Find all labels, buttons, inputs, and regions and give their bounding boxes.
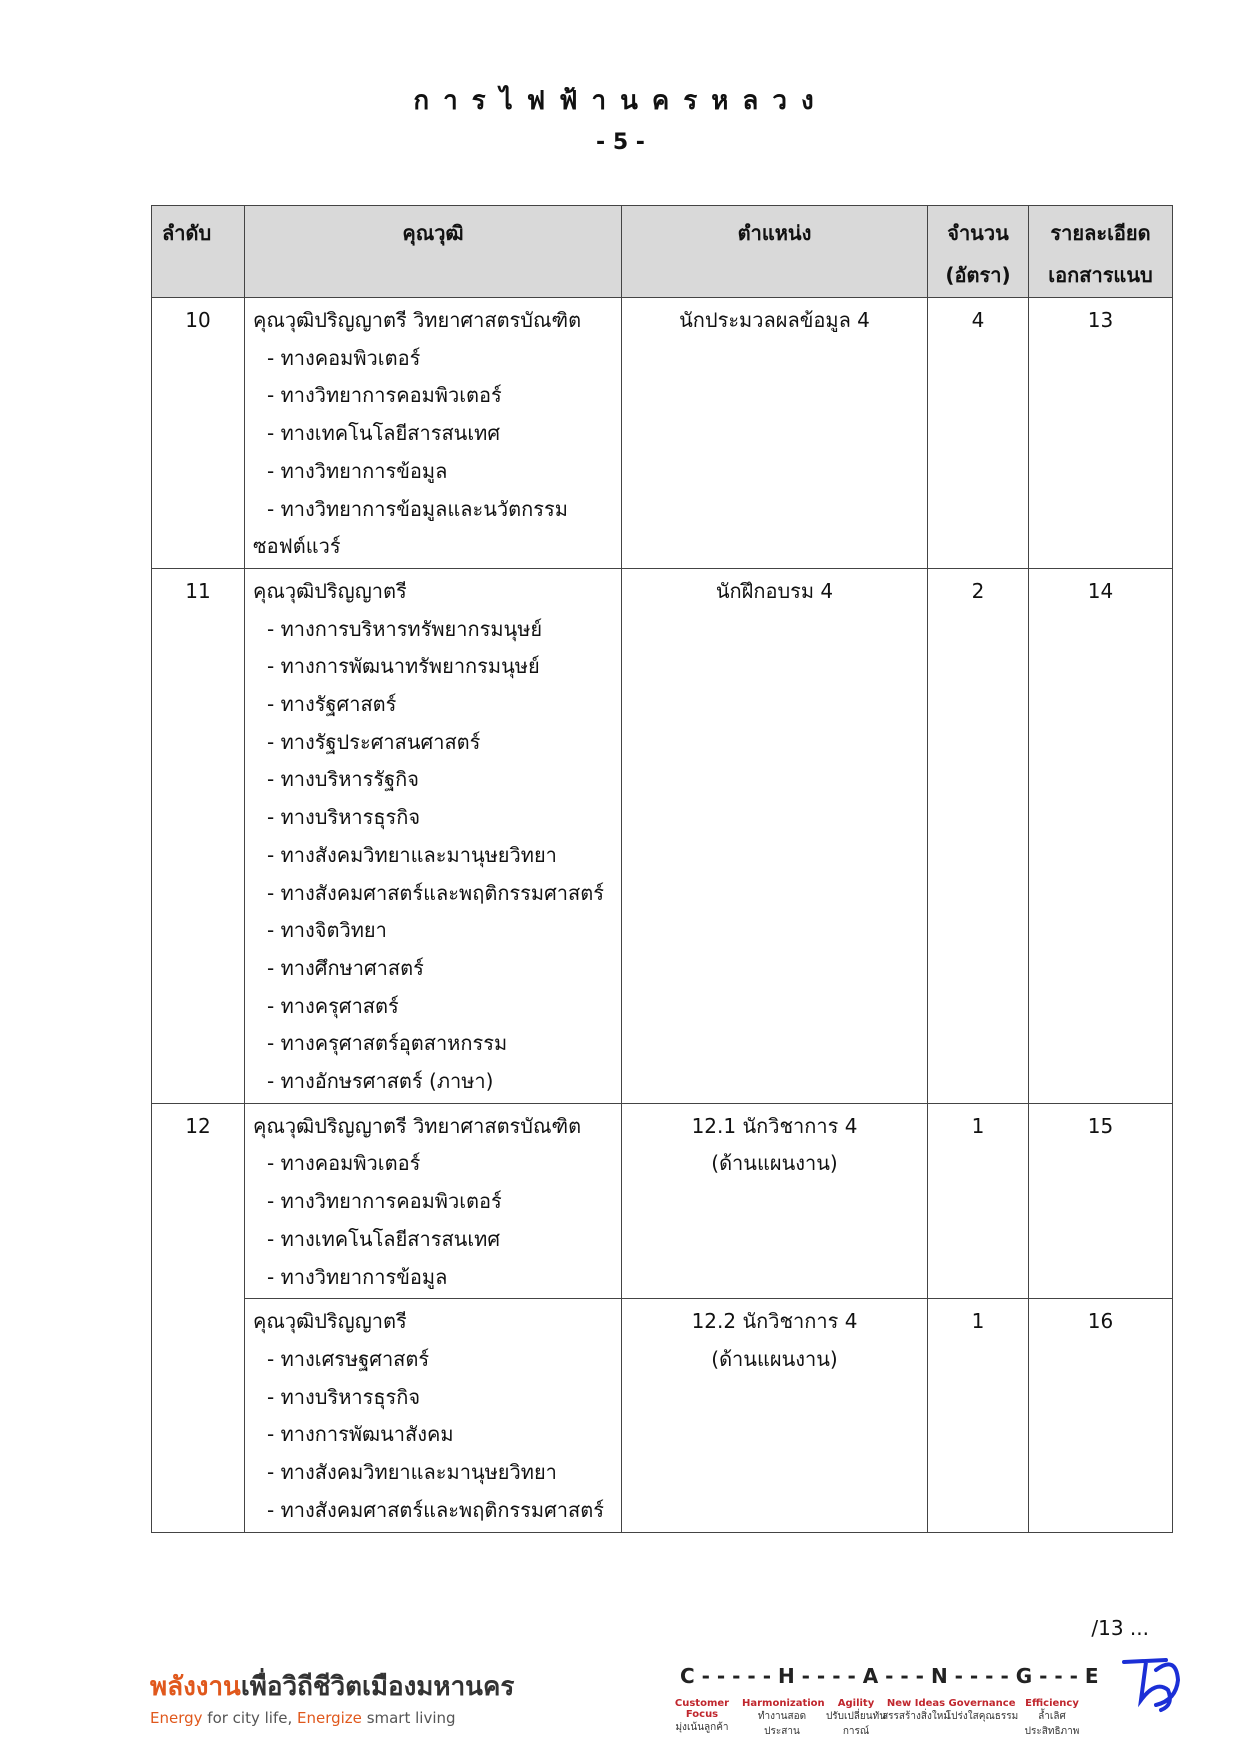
- qualification-item: - ทางวิทยาการข้อมูล: [267, 1264, 448, 1289]
- value-label-th: มุ่งเน้นลูกค้า: [675, 1722, 729, 1733]
- qualification-item: - ทางรัฐศาสตร์: [267, 692, 397, 717]
- qualification-item: - ทางบริหารรัฐกิจ: [267, 767, 419, 792]
- position-title: 12.1 นักวิชาการ 4: [691, 1113, 858, 1138]
- position-subtitle: (ด้านแผนงาน): [711, 1346, 838, 1371]
- qualification-item: - ทางวิทยาการคอมพิวเตอร์: [267, 383, 502, 408]
- table-row: [152, 568, 1173, 1103]
- row-number: 12: [152, 1103, 245, 1532]
- qualification-heading: คุณวุฒิปริญญาตรี วิทยาศาสตรบัณฑิต: [253, 1113, 582, 1138]
- value-label: [662, 1698, 742, 1735]
- position-title: 12.2 นักวิชาการ 4: [691, 1309, 858, 1334]
- value-label-th: ปรับเปลี่ยนทันการณ์: [825, 1711, 887, 1737]
- value-label-en: Customer Focus: [674, 1698, 730, 1720]
- col-header-attachment: [1029, 206, 1173, 298]
- value-label-th: ทำงานสอดประสาน: [757, 1711, 807, 1737]
- qualification-cell: [245, 1299, 622, 1532]
- position-cell: [622, 568, 928, 1103]
- value-label-en: Agility: [837, 1698, 875, 1709]
- count-cell: 1: [928, 1103, 1029, 1299]
- qualification-item: - ทางสังคมศาสตร์และพฤติกรรมศาสตร์: [267, 1497, 604, 1522]
- brand-slogan: [150, 1666, 514, 1727]
- value-label-en: Efficiency: [1025, 1698, 1079, 1709]
- qualification-item: - ทางสังคมศาสตร์และพฤติกรรมศาสตร์: [267, 880, 604, 905]
- qualification-cell: [245, 568, 622, 1103]
- col-header-qualification: คุณวุฒิ: [245, 206, 622, 298]
- qualification-item: - ทางอักษรศาสตร์ (ภาษา): [267, 1069, 494, 1094]
- table-header-row: [152, 206, 1173, 298]
- change-values-logo: [674, 1664, 1180, 1744]
- position-title: นักฝึกอบรม 4: [715, 578, 834, 603]
- qualification-item: - ทางครุศาสตร์อุตสาหกรรม: [267, 1031, 508, 1056]
- value-label: [942, 1698, 1022, 1724]
- col-header-no: ลำดับ: [152, 206, 245, 298]
- qualification-item: - ทางครุศาสตร์: [267, 993, 399, 1018]
- position-cell: [622, 298, 928, 569]
- org-title: การไฟฟ้านครหลวง: [413, 86, 828, 116]
- qualification-item: - ทางจิตวิทยา: [267, 918, 387, 943]
- value-label-en: Harmonization: [742, 1698, 825, 1709]
- value-label: [1012, 1698, 1092, 1739]
- table-row: [152, 1299, 1173, 1532]
- position-subtitle: (ด้านแผนงาน): [711, 1151, 838, 1176]
- count-cell: 2: [928, 568, 1029, 1103]
- qualification-item: - ทางบริหารธุรกิจ: [267, 1384, 421, 1409]
- qualification-cell: [245, 1103, 622, 1299]
- continued-note: /13 ...: [1091, 1616, 1149, 1640]
- brand-thai: พลังงานเพื่อวิถีชีวิตเมืองมหานคร: [150, 1672, 515, 1702]
- brand-en: Energy for city life, Energize smart living: [150, 1709, 456, 1727]
- qualification-item: - ทางคอมพิวเตอร์: [267, 1151, 421, 1176]
- qualification-item: - ทางรัฐประศาสนศาสตร์: [267, 729, 481, 754]
- col-header-attachment-line1: รายละเอียด: [1050, 221, 1151, 245]
- value-label-en: Governance: [948, 1698, 1016, 1709]
- page-number: - 5 -: [596, 130, 645, 155]
- qualification-item: - ทางการพัฒนาสังคม: [267, 1422, 454, 1447]
- value-label-th: โปร่งใสคุณธรรม: [945, 1711, 1019, 1722]
- col-header-count-line2: (อัตรา): [945, 263, 1011, 287]
- qualification-heading: คุณวุฒิปริญญาตรี: [253, 578, 407, 603]
- row-number: 11: [152, 568, 245, 1103]
- qualification-item: - ทางเทคโนโลยีสารสนเทศ: [267, 1226, 501, 1251]
- table-row: [152, 298, 1173, 569]
- attachment-cell: 16: [1029, 1299, 1173, 1532]
- qualification-item: - ทางวิทยาการข้อมูล: [267, 458, 448, 483]
- qualification-item: - ทางวิทยาการข้อมูลและนวัตกรรม: [267, 496, 568, 521]
- attachment-cell: 15: [1029, 1103, 1173, 1299]
- position-title: นักประมวลผลข้อมูล 4: [679, 308, 870, 332]
- change-letters: C - - - - - H - - - - A - - - N - - - - G - - - E: [680, 1664, 1099, 1688]
- row-number: 10: [152, 298, 245, 569]
- col-header-count: [928, 206, 1029, 298]
- value-label-en: New Ideas: [886, 1698, 946, 1709]
- qualification-item: - ทางบริหารธุรกิจ: [267, 805, 421, 830]
- col-header-position: ตำแหน่ง: [622, 206, 928, 298]
- qualification-item: - ทางสังคมวิทยาและมานุษยวิทยา: [267, 1460, 557, 1485]
- qualification-item: - ทางการบริหารทรัพยากรมนุษย์: [267, 616, 543, 641]
- col-header-count-line1: จำนวน: [947, 221, 1009, 245]
- signature-icon: [1116, 1650, 1186, 1720]
- qualification-item: - ทางสังคมวิทยาและมานุษยวิทยา: [267, 842, 557, 867]
- value-label: [742, 1698, 825, 1739]
- qualification-continuation: ซอฟต์แวร์: [253, 534, 341, 559]
- qualification-item: - ทางวิทยาการคอมพิวเตอร์: [267, 1189, 502, 1214]
- position-cell: [622, 1103, 928, 1299]
- attachment-cell: 13: [1029, 298, 1173, 569]
- count-cell: 4: [928, 298, 1029, 569]
- qualification-item: - ทางคอมพิวเตอร์: [267, 345, 421, 370]
- attachment-cell: 14: [1029, 568, 1173, 1103]
- qualification-heading: คุณวุฒิปริญญาตรี: [253, 1309, 407, 1334]
- col-header-attachment-line2: เอกสารแนบ: [1048, 263, 1153, 287]
- value-label-th: สรรสร้างสิ่งใหม่: [882, 1711, 950, 1722]
- qualification-item: - ทางเทคโนโลยีสารสนเทศ: [267, 421, 501, 446]
- table-row: [152, 1103, 1173, 1299]
- positions-table: [151, 205, 1173, 1533]
- position-cell: [622, 1299, 928, 1532]
- qualification-heading: คุณวุฒิปริญญาตรี วิทยาศาสตรบัณฑิต: [253, 308, 582, 332]
- qualification-item: - ทางการพัฒนาทรัพยากรมนุษย์: [267, 654, 540, 679]
- count-cell: 1: [928, 1299, 1029, 1532]
- qualification-item: - ทางศึกษาศาสตร์: [267, 955, 424, 980]
- qualification-item: - ทางเศรษฐศาสตร์: [267, 1346, 430, 1371]
- value-label-th: ล้ำเลิศประสิทธิภาพ: [1024, 1711, 1080, 1737]
- qualification-cell: [245, 298, 622, 569]
